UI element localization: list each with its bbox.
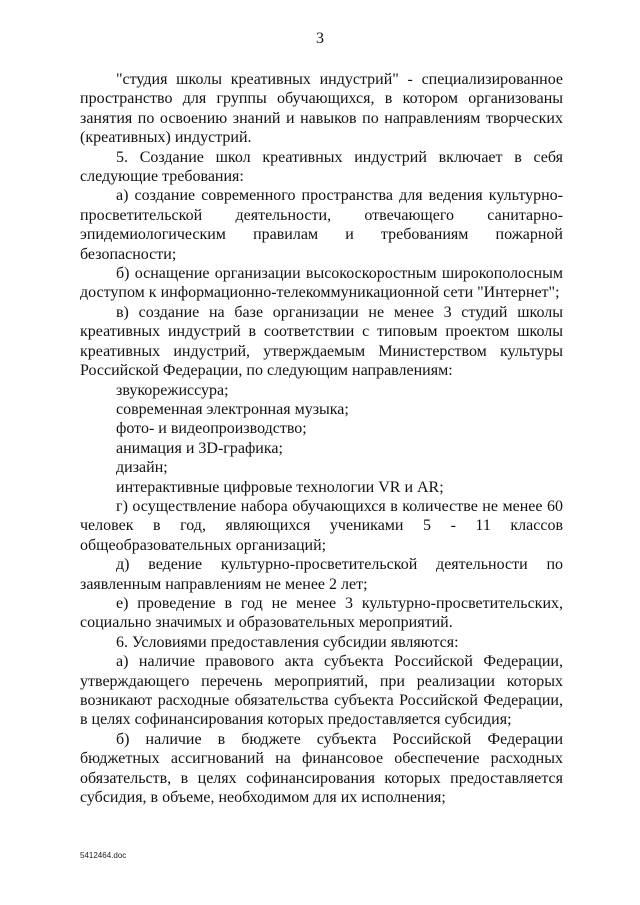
list-item-electronic-music: современная электронная музыка; bbox=[116, 400, 349, 418]
paragraph-studio-definition: "студия школы креативных индустрий" - специализированное пространство для группы обучающихся, в котором организованы занятия по освоению знаний и навыков по направлениям творческих (креативных) индустрий. bbox=[80, 71, 563, 147]
list-item-animation-3d: анимация и 3D-графика; bbox=[116, 439, 283, 457]
paragraph-section-6: 6. Условиями предоставления субсидии являются: bbox=[116, 633, 459, 651]
paragraph-5d: д) ведение культурно-просветительской деятельности по заявленным направлениям не менее 2 лет; bbox=[80, 556, 563, 593]
document-body bbox=[80, 70, 563, 807]
paragraph-5e: е) проведение в год не менее 3 культурно-просветительских, социально значимых и образовательных мероприятий. bbox=[80, 594, 563, 632]
paragraph-5b: б) оснащение организации высокоскоростным широкополосным доступом к информационно-телекоммуникационной сети "Интернет"; bbox=[80, 265, 563, 302]
paragraph-5g: г) осуществление набора обучающихся в количестве не менее 60 человек в год, являющихся учениками 5 - 11 классов общеобразовательных организаций; bbox=[80, 497, 563, 554]
list-item-design: дизайн; bbox=[116, 459, 168, 477]
list-item-vr-ar: интерактивные цифровые технологии VR и AR; bbox=[116, 478, 444, 496]
list-item-photo-video: фото- и видеопроизводство; bbox=[116, 420, 307, 438]
file-name-footer: 5412464.doc bbox=[80, 851, 127, 860]
paragraph-6a: а) наличие правового акта субъекта Российской Федерации, утверждающего перечень мероприятий, при реализации которых возникают расходные обязательства субъекта Российской Федерации, в целях софинансирования которых предоставляется субсидия; bbox=[80, 653, 563, 729]
paragraph-6b: б) наличие в бюджете субъекта Российской Федерации бюджетных ассигнований на финансовое обеспечение расходных обязательств, в целях софинансирования которых предоставляется субсидия, в объеме, необходимом для их исполнения; bbox=[80, 730, 563, 807]
page-number: 3 bbox=[316, 30, 324, 47]
paragraph-section-5: 5. Создание школ креативных индустрий включает в себя следующие требования: bbox=[80, 148, 563, 186]
paragraph-5v: в) создание на базе организации не менее 3 студий школы креативных индустрий в соответствии с типовым проектом школы креативных индустрий, утверждаемым Министерством культуры Российской Федерации, по следующим направлениям: bbox=[80, 303, 563, 380]
paragraph-5a: а) создание современного пространства для ведения культурно-просветительской деятельности, отвечающего санитарно-эпидемиологическим правилам и требованиям пожарной безопасности; bbox=[80, 187, 563, 263]
list-item-sound-engineering: звукорежиссура; bbox=[116, 381, 229, 399]
